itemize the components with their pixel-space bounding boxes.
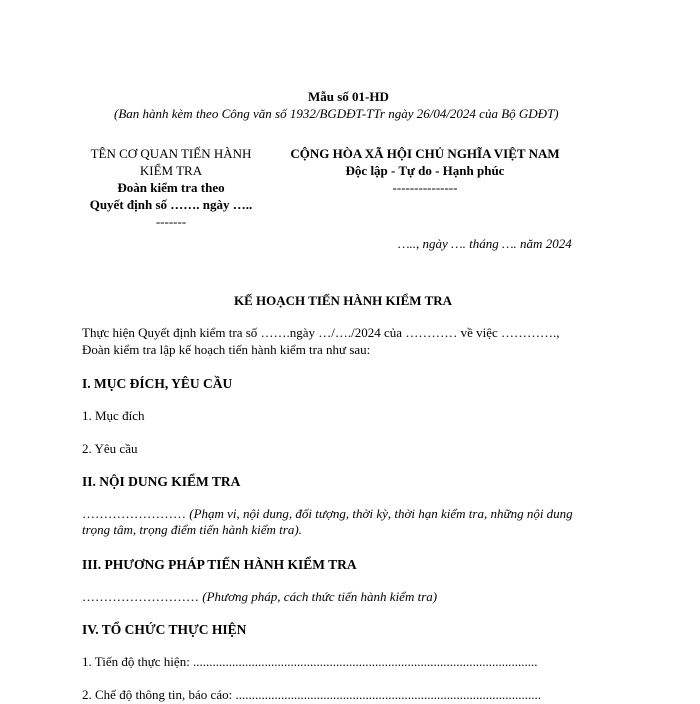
right-divider: ---------------: [392, 179, 458, 195]
agency-name-line2: KIỂM TRA: [139, 162, 203, 178]
section-3-content: [82, 589, 437, 606]
section-3-note: (Phương pháp, cách thức tiến hành kiểm tra): [202, 589, 438, 604]
section-4-heading: IV. TỔ CHỨC THỰC HIỆN: [82, 622, 247, 637]
form-number: Mẫu số 01-HD: [308, 89, 389, 104]
nation-title: CỘNG HÒA XÃ HỘI CHỦ NGHĨA VIỆT NAM: [290, 146, 560, 161]
date-line: ….., ngày …. tháng …. năm 2024: [398, 236, 572, 251]
section-2-note-line1: (Phạm vi, nội dung, đối tượng, thời kỳ, thời hạn kiểm tra, những nội dung: [189, 506, 573, 521]
section-2-heading: II. NỘI DUNG KIỂM TRA: [82, 474, 241, 489]
intro-line1: Thực hiện Quyết định kiểm tra số …….ngày …/…./2024 của ………… về việc ………….,: [82, 325, 560, 340]
section-3-dots: ………………………: [82, 589, 203, 604]
document-title: KẾ HOẠCH TIẾN HÀNH KIỂM TRA: [234, 293, 453, 308]
team-line2: Quyết định số ……. ngày …..: [89, 196, 253, 212]
section-4-item-2: 2. Chế độ thông tin, báo cáo: ..............................................................................................: [82, 687, 541, 702]
nation-block: [270, 146, 580, 197]
issued-note: (Ban hành kèm theo Công văn số 1932/BGDĐT-TTr ngày 26/04/2024 của Bộ GDĐT): [114, 106, 559, 121]
agency-name-line1: TÊN CƠ QUAN TIẾN HÀNH: [90, 146, 252, 161]
motto: Độc lập - Tự do - Hạnh phúc: [345, 162, 505, 178]
team-line1: Đoàn kiểm tra theo: [117, 179, 225, 195]
section-1-item-2: 2. Yêu cầu: [82, 441, 138, 456]
left-divider: -------: [155, 213, 187, 229]
section-4-item-1: 1. Tiến độ thực hiện: ..........................................................................................................: [82, 654, 538, 669]
section-2-content-line1: [82, 506, 573, 523]
intro-line2: Đoàn kiểm tra lập kế hoạch tiến hành kiểm tra như sau:: [82, 342, 371, 357]
agency-block: [70, 146, 272, 230]
section-2-dots: ……………………: [82, 506, 190, 521]
section-2-note-line2: trọng tâm, trọng điểm tiến hành kiểm tra).: [82, 522, 302, 537]
section-1-item-1: 1. Mục đích: [82, 408, 145, 423]
section-3-heading: III. PHƯƠNG PHÁP TIẾN HÀNH KIỂM TRA: [82, 557, 357, 572]
section-1-heading: I. MỤC ĐÍCH, YÊU CẦU: [82, 376, 233, 391]
